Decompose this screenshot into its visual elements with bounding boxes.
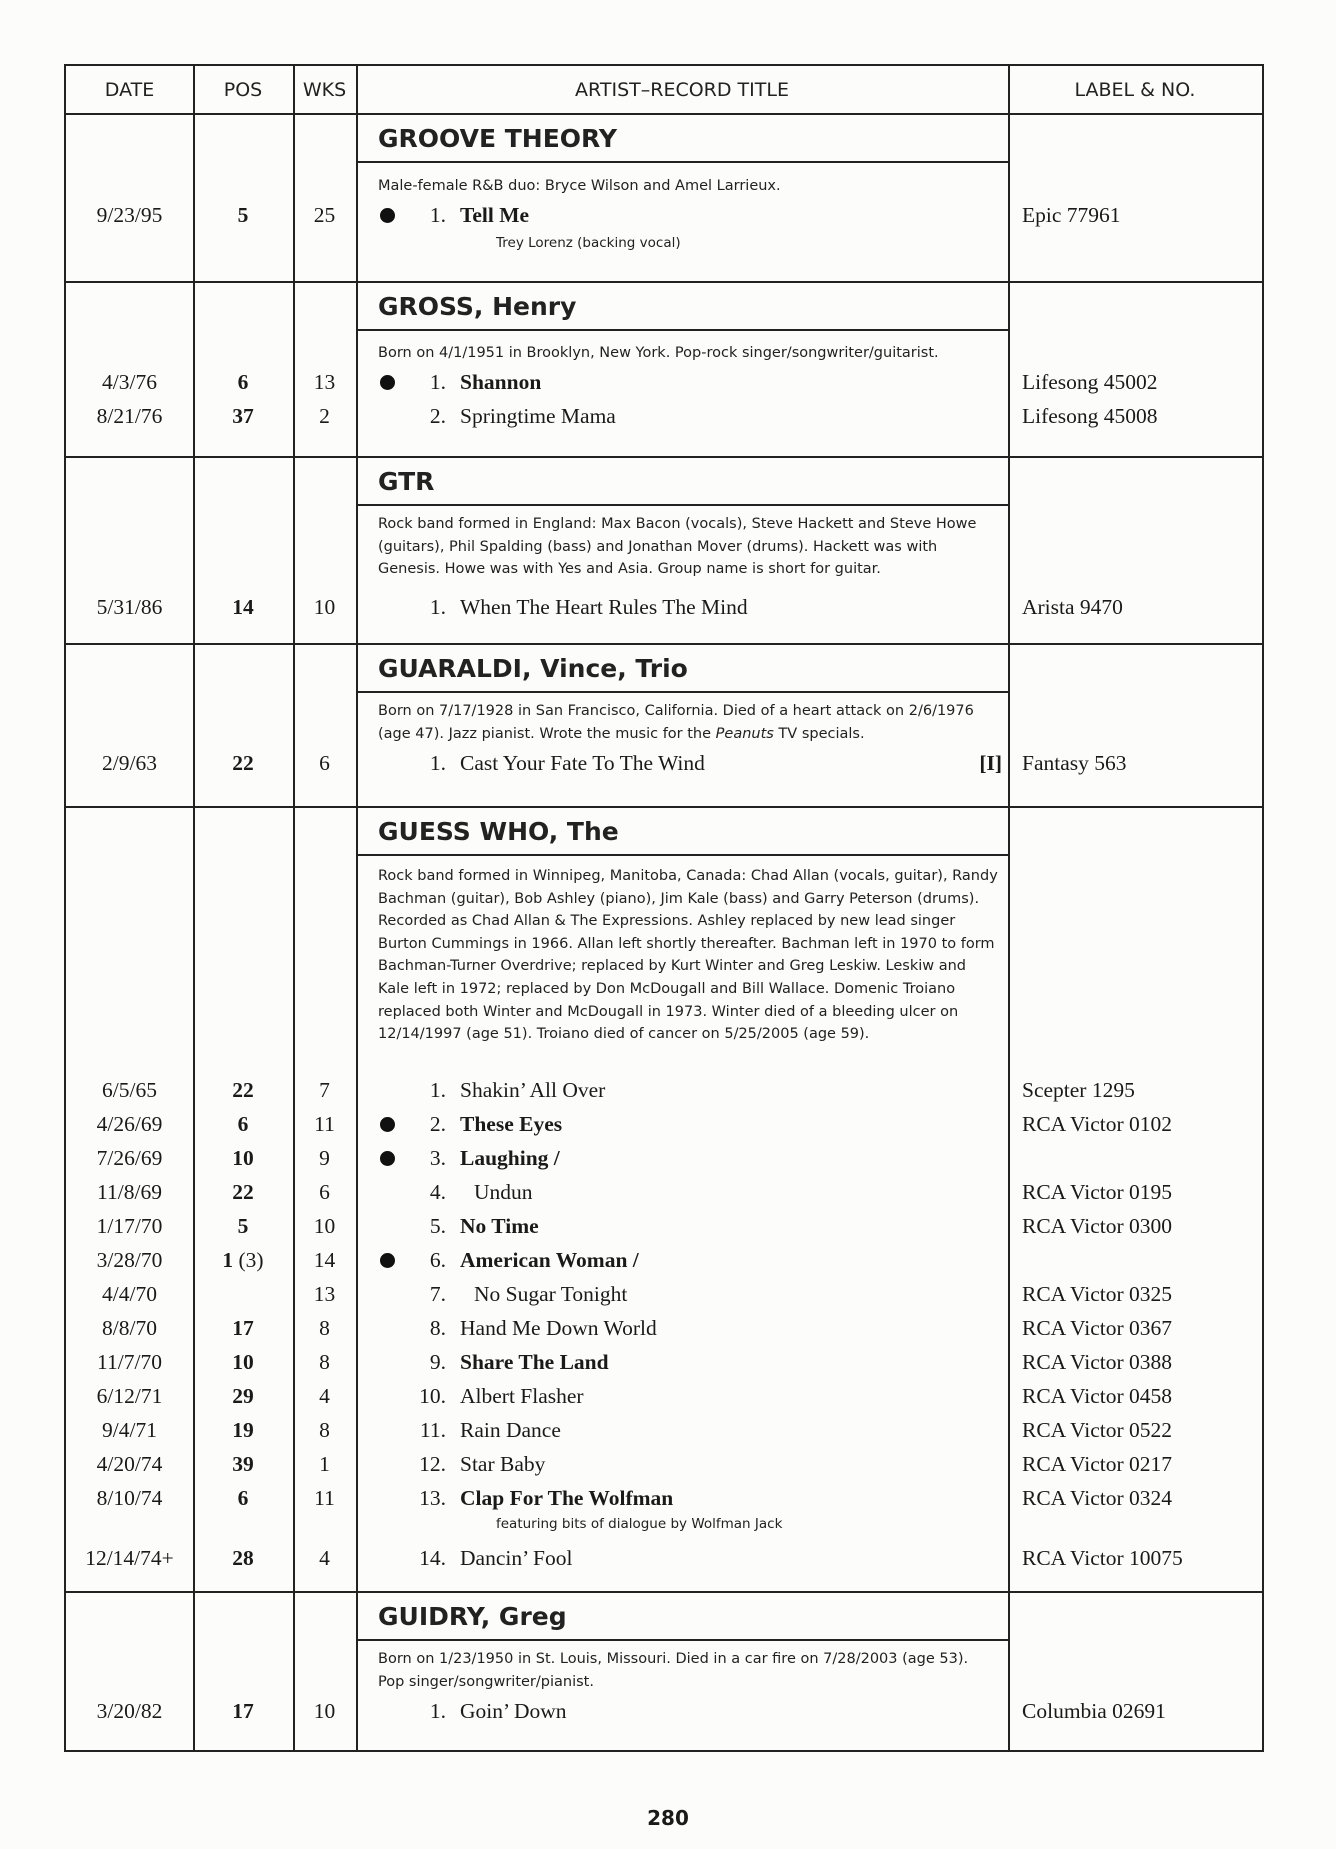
bio-text: TV specials. xyxy=(773,725,865,742)
record-row xyxy=(66,1447,1262,1481)
record-date: 5/31/86 xyxy=(96,595,163,619)
artist-bio: Male-female R&B duo: Bryce Wilson and Amel Larrieux. xyxy=(378,178,781,194)
record-title: Shannon xyxy=(460,370,542,394)
record-label: Epic 77961 xyxy=(1022,203,1121,227)
record-row xyxy=(66,1694,1262,1728)
record-number: 2. xyxy=(429,404,446,428)
record-number: 1. xyxy=(429,595,446,619)
record-note: featuring bits of dialogue by Wolfman Jack xyxy=(496,1516,783,1532)
record-number: 9. xyxy=(429,1350,446,1374)
record-pos: 22 xyxy=(232,751,254,775)
record-wks: 11 xyxy=(314,1486,335,1510)
gold-record-dot-icon xyxy=(380,1151,395,1166)
record-date: 2/9/63 xyxy=(102,751,157,775)
record-row xyxy=(66,1379,1262,1413)
peak-position: 1 xyxy=(222,1248,234,1272)
record-title: Star Baby xyxy=(460,1452,546,1476)
artist-name: GROSS, Henry xyxy=(358,283,1008,331)
record-label: RCA Victor 0388 xyxy=(1022,1350,1173,1374)
record-title: Shakin’ All Over xyxy=(460,1078,606,1102)
record-row xyxy=(66,1413,1262,1447)
record-title: Undun xyxy=(474,1180,533,1204)
artist-name: GROOVE THEORY xyxy=(358,115,1008,163)
record-pos: 39 xyxy=(232,1452,254,1476)
record-number: 13. xyxy=(419,1486,446,1510)
record-row xyxy=(66,1141,1262,1175)
record-date: 11/8/69 xyxy=(97,1180,162,1204)
record-title: Tell Me xyxy=(460,203,530,227)
artist-bio: Born on 4/1/1951 in Brooklyn, New York. Pop-rock singer/songwriter/guitarist. xyxy=(378,345,939,361)
record-pos: 6 xyxy=(237,1112,249,1136)
record-wks: 11 xyxy=(314,1112,335,1136)
instrumental-flag: [I] xyxy=(979,751,1002,775)
record-title: Cast Your Fate To The Wind xyxy=(460,751,705,775)
record-row xyxy=(66,1345,1262,1379)
record-label: Fantasy 563 xyxy=(1022,751,1127,775)
bio-italic-title: Peanuts xyxy=(715,725,774,742)
record-date: 4/26/69 xyxy=(96,1112,163,1136)
record-label: RCA Victor 0102 xyxy=(1022,1112,1173,1136)
record-date: 8/10/74 xyxy=(96,1486,163,1510)
header-label: LABEL & NO. xyxy=(1074,79,1196,101)
artist-bio: Born on 1/23/1950 in St. Louis, Missouri. Died in a car fire on 7/28/2003 (age 53). Pop singer/songwriter/pianist. xyxy=(378,1651,969,1690)
record-number: 5. xyxy=(429,1214,446,1238)
artist-name: GUIDRY, Greg xyxy=(358,1593,1008,1641)
record-date: 3/20/82 xyxy=(96,1699,163,1723)
record-wks: 8 xyxy=(319,1350,330,1374)
record-title: No Sugar Tonight xyxy=(474,1282,628,1306)
record-date: 9/23/95 xyxy=(96,203,163,227)
record-pos: 22 xyxy=(232,1078,254,1102)
record-title: No Time xyxy=(460,1214,539,1238)
record-number: 3. xyxy=(429,1146,446,1170)
record-date: 1/17/70 xyxy=(96,1214,163,1238)
record-title: Goin’ Down xyxy=(460,1699,567,1723)
record-label: Columbia 02691 xyxy=(1022,1699,1166,1723)
record-label: RCA Victor 0325 xyxy=(1022,1282,1173,1306)
record-row xyxy=(66,746,1262,780)
record-note: Trey Lorenz (backing vocal) xyxy=(496,235,681,251)
record-pos: 17 xyxy=(232,1699,254,1723)
record-number: 8. xyxy=(429,1316,446,1340)
record-pos: 28 xyxy=(232,1546,254,1570)
record-wks: 8 xyxy=(319,1316,330,1340)
record-date: 12/14/74+ xyxy=(85,1546,174,1570)
record-number: 14. xyxy=(419,1546,446,1570)
record-date: 7/26/69 xyxy=(96,1146,163,1170)
record-label: RCA Victor 0522 xyxy=(1022,1418,1173,1442)
record-date: 9/4/71 xyxy=(102,1418,157,1442)
record-label: Lifesong 45008 xyxy=(1022,404,1158,428)
record-number: 4. xyxy=(429,1180,446,1204)
record-title: Springtime Mama xyxy=(460,404,616,428)
record-number: 1. xyxy=(429,370,446,394)
record-number: 1. xyxy=(429,751,446,775)
record-label: Scepter 1295 xyxy=(1022,1078,1135,1102)
record-row xyxy=(66,590,1262,624)
record-wks: 25 xyxy=(313,203,336,227)
record-label: RCA Victor 0217 xyxy=(1022,1452,1173,1476)
record-wks: 2 xyxy=(319,404,330,428)
record-row xyxy=(66,1209,1262,1243)
record-pos: 6 xyxy=(237,370,249,394)
record-date: 4/20/74 xyxy=(96,1452,163,1476)
record-row xyxy=(66,1073,1262,1107)
record-row xyxy=(66,1243,1262,1277)
record-title: When The Heart Rules The Mind xyxy=(460,595,748,619)
record-pos xyxy=(193,1243,293,1277)
record-title: Share The Land xyxy=(460,1350,609,1374)
page-number: 280 xyxy=(647,1806,689,1830)
record-wks: 1 xyxy=(319,1452,330,1476)
record-label: RCA Victor 0195 xyxy=(1022,1180,1173,1204)
record-wks: 10 xyxy=(313,1214,336,1238)
record-wks: 6 xyxy=(319,751,330,775)
record-wks: 4 xyxy=(319,1384,330,1408)
record-wks: 13 xyxy=(313,1282,336,1306)
record-wks: 8 xyxy=(319,1418,330,1442)
record-row xyxy=(66,1277,1262,1311)
chart-table xyxy=(64,64,1264,1752)
record-date: 6/5/65 xyxy=(102,1078,157,1102)
header-title: ARTIST–RECORD TITLE xyxy=(575,79,789,101)
record-date: 4/3/76 xyxy=(102,370,157,394)
record-date: 8/21/76 xyxy=(96,404,163,428)
record-wks: 10 xyxy=(313,595,336,619)
record-pos: 37 xyxy=(232,404,254,428)
artist-bio: Rock band formed in Winnipeg, Manitoba, Canada: Chad Allan (vocals, guitar), Randy Bachman (guitar), Bob Ashley (piano), Jim Kale (bass) and Garry Peterson (drums). Recorded as Chad Allan & The Expressions. Ashley replaced by new lead singer Burton Cummings in 1966. Allan left shortly thereafter. Bachman left in 1970 to form Bachman-Turner Overdrive; replaced by Kurt Winter and Greg Leskiw. Leskiw and Kale left in 1972; replaced by Don McDougall and Bill Wallace. Domenic Troiano replaced both Winter and McDougall in 1973. Winter died of a bleeding ulcer on 12/14/1997 (age 51). Troiano died of cancer on 5/25/2005 (age 59). xyxy=(378,868,998,1043)
record-number: 6. xyxy=(429,1248,446,1272)
record-number: 2. xyxy=(429,1112,446,1136)
record-label: RCA Victor 0367 xyxy=(1022,1316,1173,1340)
record-title: Clap For The Wolfman xyxy=(460,1486,674,1510)
record-title: These Eyes xyxy=(460,1112,563,1136)
artist-name: GUARALDI, Vince, Trio xyxy=(358,645,1008,693)
record-wks: 10 xyxy=(313,1699,336,1723)
record-pos: 22 xyxy=(232,1180,254,1204)
gold-record-dot-icon xyxy=(380,375,395,390)
record-number: 12. xyxy=(419,1452,446,1476)
gold-record-dot-icon xyxy=(380,208,395,223)
artist-name: GUESS WHO, The xyxy=(358,808,1008,856)
artist-bio xyxy=(378,700,998,745)
bio-text: Born on 7/17/1928 in San Francisco, California. Died of a heart attack on 2/6/1976 (age 47). Jazz pianist. Wrote the music for the xyxy=(378,703,974,742)
record-number: 1. xyxy=(429,1078,446,1102)
record-label: RCA Victor 10075 xyxy=(1022,1546,1183,1570)
record-date: 11/7/70 xyxy=(97,1350,162,1374)
record-title: Albert Flasher xyxy=(460,1384,584,1408)
artist-bio: Rock band formed in England: Max Bacon (vocals), Steve Hackett and Steve Howe (guitars), Phil Spalding (bass) and Jonathan Mover (drums). Hackett was with Genesis. Howe was with Yes and Asia. Group name is short for guitar. xyxy=(378,516,977,577)
record-title: Dancin’ Fool xyxy=(460,1546,573,1570)
record-wks: 13 xyxy=(313,370,336,394)
record-wks: 14 xyxy=(313,1248,336,1272)
record-wks: 4 xyxy=(319,1546,330,1570)
record-number: 1. xyxy=(429,1699,446,1723)
record-date: 4/4/70 xyxy=(102,1282,157,1306)
record-title: Rain Dance xyxy=(460,1418,561,1442)
record-label: RCA Victor 0300 xyxy=(1022,1214,1173,1238)
record-pos: 5 xyxy=(237,203,249,227)
record-label: RCA Victor 0458 xyxy=(1022,1384,1173,1408)
record-row xyxy=(66,365,1262,399)
header-wks: WKS xyxy=(302,79,347,101)
record-pos: 17 xyxy=(232,1316,254,1340)
record-date: 6/12/71 xyxy=(96,1384,163,1408)
header-date: DATE xyxy=(104,79,155,101)
record-number: 10. xyxy=(419,1384,446,1408)
record-title: American Woman / xyxy=(460,1248,639,1272)
record-pos: 29 xyxy=(232,1384,254,1408)
record-row xyxy=(66,1481,1262,1515)
header-pos: POS xyxy=(223,79,263,101)
record-number: 1. xyxy=(429,203,446,227)
artist-name: GTR xyxy=(358,458,1008,506)
record-row xyxy=(66,1175,1262,1209)
record-pos: 10 xyxy=(232,1350,254,1374)
record-number: 7. xyxy=(429,1282,446,1306)
record-wks: 6 xyxy=(319,1180,330,1204)
record-label: Arista 9470 xyxy=(1022,595,1123,619)
gold-record-dot-icon xyxy=(380,1117,395,1132)
record-pos: 6 xyxy=(237,1486,249,1510)
record-row xyxy=(66,1107,1262,1141)
record-row xyxy=(66,399,1262,433)
record-pos: 19 xyxy=(232,1418,254,1442)
record-date: 3/28/70 xyxy=(96,1248,163,1272)
record-pos: 14 xyxy=(232,595,254,619)
record-label: Lifesong 45002 xyxy=(1022,370,1158,394)
record-row xyxy=(66,198,1262,232)
record-wks: 9 xyxy=(319,1146,330,1170)
record-pos: 5 xyxy=(237,1214,249,1238)
record-pos: 10 xyxy=(232,1146,254,1170)
record-wks: 7 xyxy=(319,1078,330,1102)
gold-record-dot-icon xyxy=(380,1253,395,1268)
weeks-at-peak: (3) xyxy=(238,1248,264,1272)
record-title: Hand Me Down World xyxy=(460,1316,657,1340)
record-row xyxy=(66,1311,1262,1345)
record-number: 11. xyxy=(419,1418,446,1442)
record-label: RCA Victor 0324 xyxy=(1022,1486,1173,1510)
record-row xyxy=(66,1541,1262,1575)
record-date: 8/8/70 xyxy=(102,1316,157,1340)
record-title: Laughing / xyxy=(460,1146,560,1170)
